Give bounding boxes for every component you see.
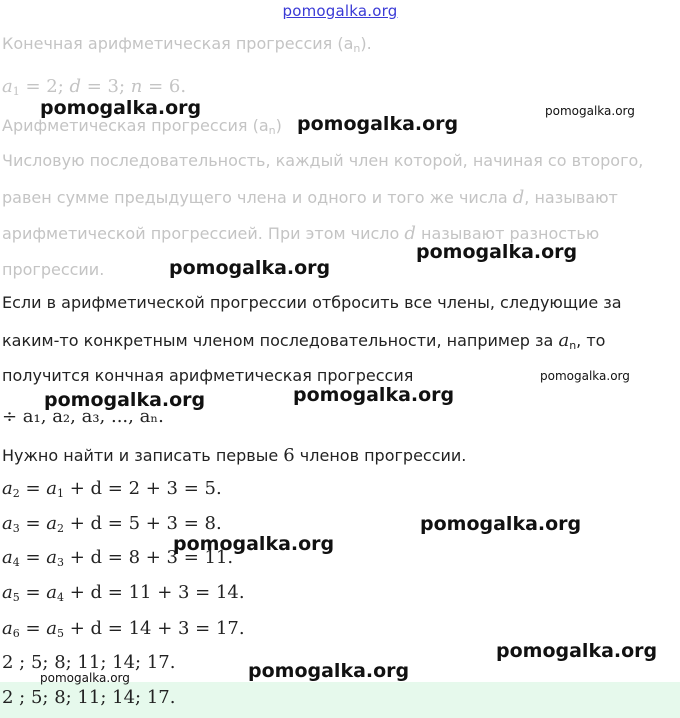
step-line: $a_6 = a_5 + d = 14 + 3 = 17$. (2, 618, 245, 640)
definition-heading-sub: n (268, 124, 276, 137)
step-lhs-sub: 3 (12, 522, 20, 535)
step-mid-sub: 3 (57, 556, 64, 569)
step-lhs: a (2, 513, 13, 534)
definition-heading-end: ) (275, 116, 282, 135)
step-line: $a_3 = a_2 + d = 5 + 3 = 8$. (2, 513, 222, 535)
given-values (2, 76, 186, 97)
definition-var-d-2: d (404, 223, 416, 244)
watermark: pomogalka.org (173, 533, 335, 555)
finite-line-1: Если в арифметической прогрессии отбросить все члены, следующие за (2, 293, 622, 312)
definition-line-2-a: равен сумме предыдущего члена и одного и того же числа (2, 188, 513, 207)
finite-var-a: a (558, 330, 570, 351)
finite-line-3: получится кончная арифметическая прогрессия (2, 366, 414, 385)
answer-box (0, 682, 680, 718)
watermark: pomogalka.org (540, 369, 630, 383)
finite-sequence: ÷ a₁, a₂, a₃, ..., aₙ. (2, 406, 164, 427)
step-mid: a (46, 547, 57, 568)
task-intro-b: членов прогрессии. (294, 446, 467, 465)
step-mid-sub: 2 (57, 522, 64, 535)
given-title (2, 34, 372, 53)
watermark: pomogalka.org (44, 389, 206, 411)
a1-sub: 1 (12, 85, 20, 98)
task-intro-a: Нужно найти и записать первые (2, 446, 284, 465)
watermark: pomogalka.org (416, 241, 578, 263)
definition-line-3-b: называют разностью (415, 224, 600, 243)
definition-var-d: d (512, 187, 525, 208)
step-mid: a (46, 618, 57, 639)
result-line: 2 ; 5; 8; 11; 14; 17. (2, 652, 176, 673)
finite-line-2-b: , то (576, 331, 606, 350)
watermark: pomogalka.org (545, 104, 635, 118)
step-lhs-sub: 6 (12, 627, 20, 640)
step-lhs-sub: 2 (12, 487, 20, 500)
step-mid-sub: 4 (57, 591, 64, 604)
definition-line-4: прогрессии. (2, 260, 105, 279)
definition-line-2 (2, 187, 618, 208)
watermark: pomogalka.org (169, 257, 331, 279)
given-title-end: ). (360, 34, 372, 53)
watermark: pomogalka.org (40, 671, 130, 685)
step-mid: a (46, 478, 57, 499)
answer-text: 2 ; 5; 8; 11; 14; 17. (2, 687, 176, 708)
site-link[interactable]: pomogalka.org (282, 2, 398, 20)
watermark: pomogalka.org (293, 384, 455, 406)
definition-heading-text: Арифметическая прогрессия (a (2, 116, 269, 135)
step-mid: a (46, 582, 57, 603)
given-title-sub: n (353, 42, 361, 55)
watermark: pomogalka.org (40, 97, 202, 119)
step-lhs-sub: 5 (12, 591, 20, 604)
step-rest: + d = 2 + 3 = 5. (64, 478, 222, 499)
step-mid: a (46, 513, 57, 534)
given-title-text: Конечная арифметическая прогрессия (a (2, 34, 354, 53)
d-label: d (69, 76, 82, 97)
step-rest: + d = 8 + 3 = 11. (64, 547, 234, 568)
step-mid-sub: 5 (57, 627, 64, 640)
step-lhs: a (2, 618, 13, 639)
step-line: $a_2 = a_1 + d = 2 + 3 = 5$. (2, 478, 222, 500)
task-intro (2, 445, 466, 466)
n-value: = 6. (142, 76, 187, 97)
watermark: pomogalka.org (420, 513, 582, 535)
watermark: pomogalka.org (496, 640, 658, 662)
step-lhs: a (2, 478, 13, 499)
definition-line-1: Числовую последовательность, каждый член которой, начиная со второго, (2, 151, 644, 170)
definition-line-3-a: арифметической прогрессией. При этом число (2, 224, 405, 243)
finite-line-2 (2, 330, 605, 351)
finite-line-2-a: каким-то конкретным членом последовательности, например за (2, 331, 559, 350)
step-line: $a_4 = a_3 + d = 8 + 3 = 11$. (2, 547, 234, 569)
d-value: = 3; (81, 76, 131, 97)
watermark: pomogalka.org (297, 113, 459, 135)
n-label: n (130, 76, 143, 97)
definition-line-2-b: , называют (524, 188, 618, 207)
step-lhs-sub: 4 (12, 556, 20, 569)
finite-var-sub: n (569, 339, 577, 352)
step-lhs: a (2, 547, 13, 568)
step-lhs: a (2, 582, 13, 603)
task-intro-num: 6 (283, 445, 295, 466)
a1-value: = 2; (19, 76, 70, 97)
watermark: pomogalka.org (248, 660, 410, 682)
step-line: $a_5 = a_4 + d = 11 + 3 = 14$. (2, 582, 245, 604)
step-rest: + d = 14 + 3 = 17. (64, 618, 245, 639)
step-rest: + d = 5 + 3 = 8. (64, 513, 222, 534)
step-mid-sub: 1 (57, 487, 64, 500)
a1-label: a (2, 76, 13, 97)
step-rest: + d = 11 + 3 = 14. (64, 582, 245, 603)
